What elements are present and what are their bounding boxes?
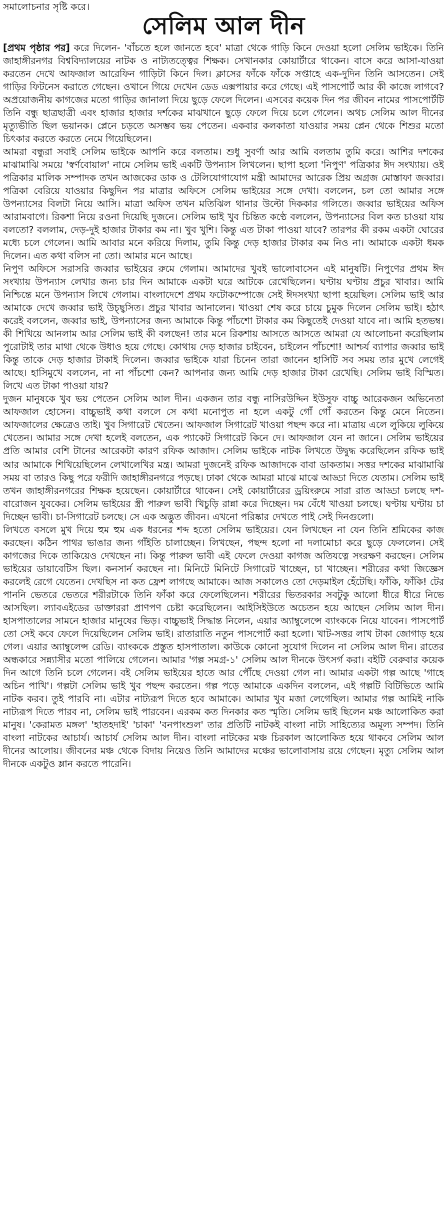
article-paragraph: দুজন মানুষকে খুব ভয় পেতেন সেলিম আল দীন। একজন তার বন্ধু নাসিরউদ্দিন ইউসুফ বাচ্চু আরেকজন অভিনেতা আফজাল হোসেন। বাচ্চুভাই কথা বললে সে কথা মনোপুত না হলে একটু গোঁ গোঁ করতেন কিন্তু মেনে নিতেন। আফজালের ক্ষেত্রেও তাই। খুব সিগারেট খেতেন। আফজাল সিগারেট খাওয়া পছন্দ করে না। মাত্রায় এলে লুকিয়ে লুকিয়ে খেতেন। আমার সঙ্গে দেখা হলেই বলতেন, এক প্যাকেট সিগারেট কিনে দে। আফজাল যেন না জানে। সেলিম ভাইয়ের প্রতি আমার বেশি টানের আরেকটা কারণ রফিক আজাদ। সেলিম ভাইকে নাটক লিখতে উদ্বুদ্ধ করেছিলেন রফিক ভাই আর আমাকে শিখিয়েছিলেন লেখালেখির মন্ত্র। আমরা দুজনেই রফিক আজাদকে বাবা ডাকতাম। সত্তর দশকের মাঝামাঝি সময় বা তারও কিছু পরে ফরীদি জাহাঙ্গীরনগরে পড়ছে। ঢাকা থেকে আমরা মাঝে মাঝে আড্ডা দিতে যেতাম। সেলিম ভাই তখন জাহাঙ্গীরনগরের শিক্ষক হয়েছেন। কোয়ার্টারে থাকেন। সেই কোয়ার্টারের ড্রয়িংরুমে সারা রাত আড্ডা চলছে দশ-বারোজন যুবকের। সেলিম ভাইয়ের স্ত্রী পারুল ভাবী খিচুড়ি রান্না করে দিচ্ছেন। দম বেঁধে খাওয়া চলছে। ঘণ্টায় ঘণ্টায় চা দিচ্ছেন ভাবী। চা-সিগারেট চলছে। সে এক অদ্ভুত জীবন। এখনো পরিষ্কার দেখতে পাই সেই দিনগুলো। xyxy=(3,394,444,523)
previous-article-tail: সমালোচনার সৃষ্টি করে। xyxy=(3,2,90,13)
continued-from-tag: [প্রথম পৃষ্ঠার পর] xyxy=(3,43,70,54)
article-paragraph: আমরা বন্ধুরা সবাই সেলিম ভাইকে আপনি করে বলতাম। শুধু সুবর্ণা আর আমি বলতাম তুমি করে। আশির দশকের মাঝামাঝি সময়ে 'স্বর্ণবোয়াল' নামে সেলিম ভাই একটি উপন্যাস লিখলেন। ছাপা হলো 'নিপুণ' পত্রিকার ঈদ সংখ্যায়। ওই পত্রিকার মালিক সম্পাদক তখন আজকের ডাক ও টেলিযোগাযোগ মন্ত্রী আমাদের আরেক প্রিয় অগ্রজ মোস্তাফা জব্বার। পত্রিকা বেরিয়ে যাওয়ার কিছুদিন পর মাত্রার অফিসে সেলিম ভাইয়ের সঙ্গে দেখা। বললেন, চল তো আমার সঙ্গে উপন্যাসের বিলটা নিয়ে আসি। মাত্রা অফিস তখন মতিঝিল থানার উল্টো দিককার গলিতে। জব্বার ভাইয়ের অফিস আরামবাগে। রিকশা নিয়ে রওনা দিয়েছি দুজনে। সেলিম ভাই খুব চিন্তিত কণ্ঠে বললেন, উপন্যাসের বিল কত চাওয়া যায় বলতো? বললাম, দেড়-দুই হাজার টাকার কম না। খুব খুশি। কিন্তু এত টাকা পাওয়া যাবে? তারপর কী রকম একটা ঘোরের মধ্যে চলে গেলেন। আমি আবার মনে করিয়ে দিলাম, তুমি কিন্তু দেড় হাজার টাকার কম নিও না। আমাকে একটা ধমক দিলেন। এত কথা বলিস না তো। আমার মনে আছে। xyxy=(3,147,444,263)
article-paragraph: নিপুণ অফিসে সরাসরি জব্বার ভাইয়ের রুমে গেলাম। আমাদের খুবই ভালোবাসেন এই মানুষটি। নিপুণের প্রথম ঈদ সংখ্যায় উপন্যাস লেখার জন্য চার দিন আমাকে একটা ঘরে আটকে রেখেছিলেন। ঘণ্টায় ঘণ্টায় প্রচুর খাবার। আমি নিশ্চিন্তে মনে উপন্যাস লিখে গেলাম। বাংলাদেশে প্রথম ফটোকম্পোজে সেই ঈদসংখ্যা ছাপা হয়েছিল। সেলিম ভাই আর আমাকে দেখে জব্বার ভাই উচ্ছ্বসিত। প্রচুর খাবার আনালেন। খাওয়া শেষ করে চায়ে চুমুক দিলেন সেলিম ভাই। হঠাৎ করেই বললেন, জব্বার ভাই, উপন্যাসের জন্য আমাকে কিন্তু পাঁচশো টাকার কম কিছুতেই দেওয়া যাবে না। আমি হতভম্ব। কী শিখিয়ে আনলাম আর সেলিম ভাই কী বলছেন! তার মনে রিকশায় আসতে আসতে আমরা যে আলোচনা করেছিলাম পুরোটাই তার মাথা থেকে উধাও হয়ে গেছে। কোথায় দেড় হাজার চাইবেন, চাইলেন পাঁচশো! আশ্চর্য ব্যাপার জব্বার ভাই কিন্তু তাকে দেড় হাজার টাকাই দিলেন। জব্বার ভাইকে যারা চিনেন তারা জানেন হাসিটি সব সময় তার মুখে লেগেই আছে। হাসিমুখে বললেন, না না পাঁচশো কেন? আপনার জন্য আমি দেড় হাজার টাকা রেখেছি। সেলিম ভাই বিস্মিত। লিখে এত টাকা পাওয়া যায়? xyxy=(3,264,444,393)
article-paragraph xyxy=(3,42,444,146)
paragraph-text: করে দিলেন- 'বাঁচতে হলে জানতে হবে' মাত্রা থেকে গাড়ি কিনে দেওয়া হলো সেলিম ভাইকে। তিনি জাহাঙ্গীরনগর বিশ্ববিদ্যালয়ের নাটক ও নাট্যতত্ত্বের শিক্ষক। সেখানকার কোয়ার্টারে থাকেন। বাসে করে আসা-যাওয়া করতেন দেখে আফজাল আরেফিন গাড়িটা কিনে দিল। ক্লাসের ফাঁকে ফাঁকে সপ্তাহে এক-দুদিন তিনি আসতেন। সেই গাড়ির ফিটনেস করাতে গেছেন। ওখানে গিয়ে দেখেন ডেড এক্সপায়ার করে গেছে। এই পাসপোর্ট আর কী কাজে লাগবে? অপ্রয়োজনীয় কাগজের মতো গাড়ির জানালা দিয়ে ছুড়ে ফেলে দিলেন। এসবের কয়েক দিন পর জীবন নামের পাসপোর্টটি তিনি বন্ধু ছাত্রছাত্রী এবং হাজার হাজার দর্শকের মাঝখানে ছুড়ে ফেলে দিয়ে চলে গেলেন। অথচ সেলিম আল দীনের মৃত্যুভীতি ছিল ভয়ানক। প্লেনে চড়তে অসম্ভব ভয় পেতেন। একবার কলকাতা যাওয়ার সময় প্লেন থেকে শিশুর মতো চিৎকার করতে করতে নেমে গিয়েছিলেন। xyxy=(3,43,444,146)
article-headline: সেলিম আল দীন xyxy=(142,12,305,40)
article-paragraph: লিখতে বসলে মুখ দিয়ে হুম হুম এক ধরনের শব্দ হতো সেলিম ভাইয়ের। যেন লিখছেন না যেন তিনি শ্রমিকের কাজ করছেন। কঠিন পাথর ভাঙার জন্য গাঁইতি চালাচ্ছেন। লিখছেন, পছন্দ হলো না দলামোচা করে ছুড়ে ফেললেন। সেই কাগজের দিকে তাকিয়েও দেখছেন না। কিন্তু পারুল ভাবী এই ফেলে দেওয়া কাগজ অতিযত্নে সংরক্ষণ করছেন। সেলিম ভাইয়ের ডায়াবেটিস ছিল। কনসার্ন করছেন না। মিনিটে মিনিটে সিগারেট খাচ্ছেন, চা খাচ্ছেন। শরীরের কথা জিজ্ঞেস করলেই রেগে যেতেন। দেখছিস না কত ফ্রেশ লাগছে আমাকে। আজ সকালেও তো দেড়মাইল হেঁটেছি। ফাঁকি, ফাঁকি! টের পাননি ভেতরে ভেতরে শরীরটাকে তিনি ফাঁকা করে ফেলেছিলেন। শরীরের ভিতরকার সবটুকু আলো ধীরে ধীরে নিভে আসছিল। ল্যাবএইডের ডাক্তাররা প্রাণপণ চেষ্টা করেছিলেন। আইসিইউতে অচেতন হয়ে আছেন সেলিম আল দীন। হাসপাতালের সামনে হাজার মানুষের ভিড়। বাচ্চুভাই সিদ্ধান্ত নিলেন, এয়ার অ্যাম্বুলেন্সে ব্যাংককে নিয়ে যাবেন। পাসপোর্ট তো সেই কবে ফেলে দিয়েছিলেন সেলিম ভাই। রাতারাতি নতুন পাসপোর্ট করা হলো। খাট-সত্তর লাখ টাকা জোগাড় হয়ে গেল। এয়ার অ্যাম্বুলেন্স রেডি। ব্যাংককে প্রস্তুত হাসপাতাল। কাউকে কোনো সুযোগ দিলেন না সেলিম আল দীন। রাতের অন্ধকারে সন্ন্যাসীর মতো পালিয়ে গেলেন। আমার 'গল্প সমগ্র-১' সেলিম আল দীনকে উৎসর্গ করা। বইটি বেরুবার কয়েক দিন আগে তিনি চলে গেলেন। বই সেলিম ভাইয়ের হাতে আর পৌঁছে দেওয়া গেল না। আমার একটা গল্প আছে 'গাহে অচিন পাখি'। গল্পটা সেলিম ভাই খুব পছন্দ করতেন। গল্প পড়ে আমাকে একদিন বললেন, এই গল্পটি বিটিভিতে আমি নাটক করব। তুই পারবি না। এটার নাট্যরূপ দিতে হবে আমাকে। আমার খুব মজা লেগেছিল। আমার গল্প আমিই নাকি নাট্যরূপ দিতে পারব না, সেলিম ভাই পারবেন। এরকম কত দিনকার কত স্মৃতি। সেলিম ভাই ছিলেন মঞ্চ আলোকিত করা মানুষ। 'কেরামত মঙ্গল' 'হাতহদাই' 'চাকা' 'বনপাংশুল' তার প্রতিটি নাটকই বাংলা নাট্য সাহিত্যের অমূল্য সম্পদ। তিনি বাংলা নাটকের আচার্য। আচার্য সেলিম আল দীন। বাংলা নাটকের মঞ্চ চিরকাল আলোকিত হয়ে থাকবে সেলিম আল দীনের আলোয়। জীবনের মঞ্চ থেকে বিদায় নিয়েও তিনি আমাদের মঞ্চের ভালোবাসায় রয়ে গেছেন। মৃত্যু সেলিম আল দীনকে একটুও ম্লান করতে পারেনি। xyxy=(3,524,444,770)
article-body xyxy=(3,42,444,1224)
